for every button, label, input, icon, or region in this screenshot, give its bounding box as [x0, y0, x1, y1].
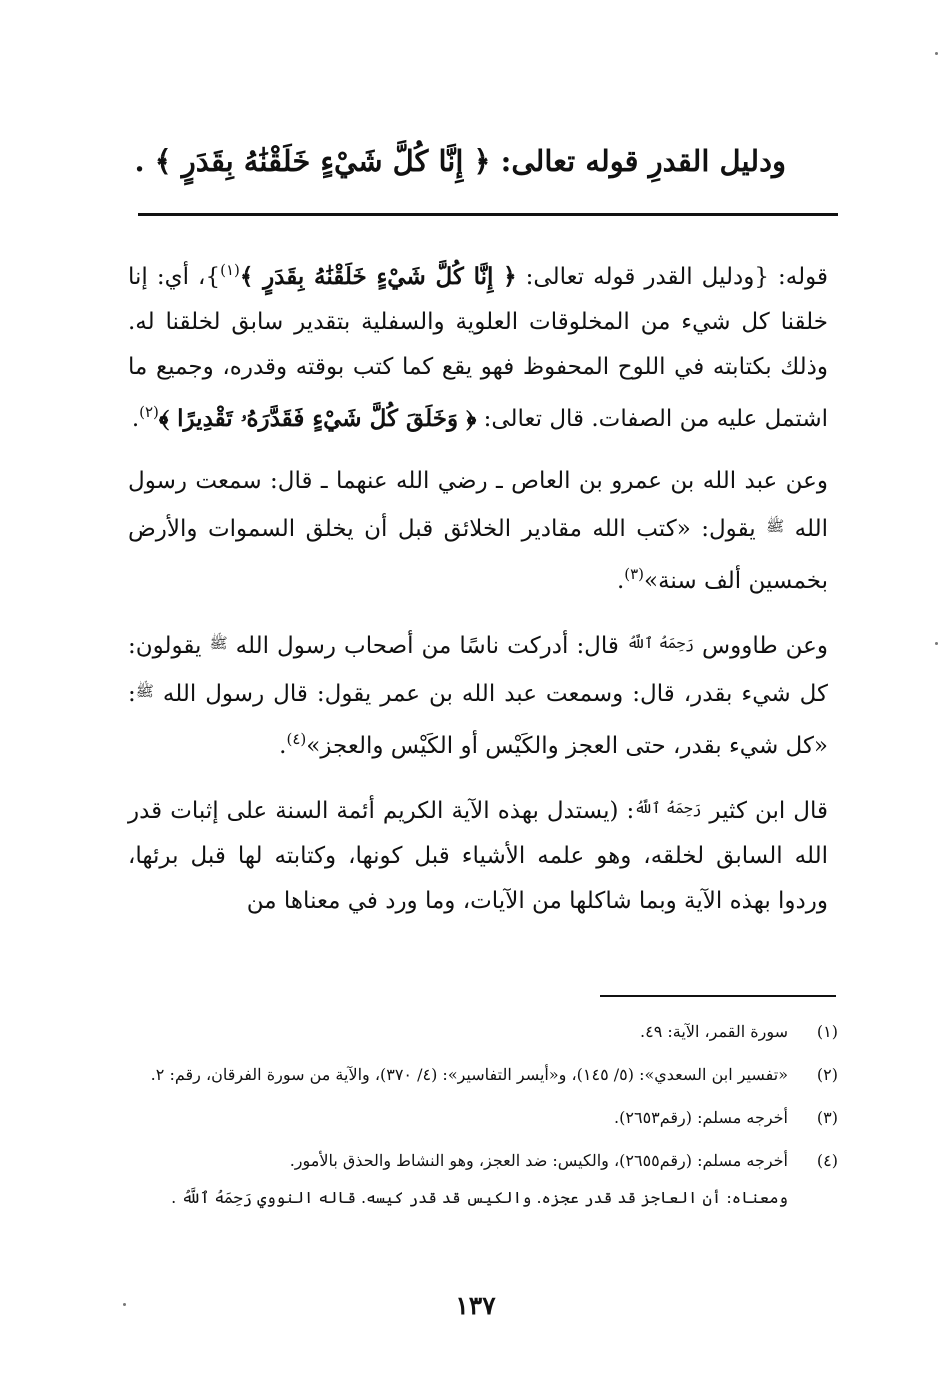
footnote-line: أخرجه مسلم: (رقم٢٦٥٥)، والكيس: ضد العجز، وهو النشاط والحذق بالأمور.: [289, 1151, 788, 1170]
scan-speck: [935, 52, 938, 55]
paragraph-ibn-kathir: [128, 786, 828, 924]
main-text: [128, 248, 828, 924]
hadith-2-text-c: يقولون: كل شيء بقدر، قال: وسمعت عبد الله بن عمر يقول: قال رسول الله: [128, 633, 828, 707]
footnote-number: (٢): [816, 1065, 838, 1084]
footnote-text: [138, 1142, 788, 1216]
footnote-1: [138, 1013, 838, 1050]
commentary-end: .: [131, 406, 140, 432]
footnote-text: [138, 1099, 788, 1136]
hadith-2-end: .: [279, 733, 287, 759]
paragraph-hadith-tawus: [128, 621, 828, 769]
hadith-1-end: .: [616, 568, 625, 594]
footnote-3: [138, 1099, 838, 1136]
hadith-1-text-b: يقول: «كتب الله مقادير الخلائق قبل أن يخلق السموات والأرض بخمسين ألف سنة»: [128, 516, 828, 594]
heading-end: .: [134, 144, 155, 178]
footnote-number: (١): [816, 1022, 838, 1041]
hadith-2-text-b: قال: أدركت ناسًا من أصحاب رسول الله: [227, 633, 627, 659]
footnote-2: [138, 1056, 838, 1093]
footnote-number: (٤): [816, 1151, 838, 1170]
footnote-line: ومعناه: أن العاجز قد قدر عجزه. والكيس قد قدر كيسه. قاله النووي رَحِمَهُ ٱللَّهُ .: [171, 1188, 788, 1207]
salutation-glyph: ﷺ: [766, 517, 785, 535]
scan-speck: [123, 1303, 126, 1306]
commentary-text: }، أي: إنا خلقنا كل شيء من المخلوقات العلوية والسفلية بتقدير سابق لخلقنا له. وذلك بكتابته في اللوح المحفوظ فهو يقع كما كتب بوقته وقدره، وجميع ما اشتمل عليه من الصفات. قال تعالى:: [128, 264, 828, 432]
footnote-4: [138, 1142, 838, 1216]
heading-text: ودليل القدرِ قوله تعالى:: [490, 144, 786, 178]
commentary-verse: ﴿ إِنَّا كُلَّ شَيْءٍ خَلَقْنَٰهُ بِقَدَرٍ ﴾: [239, 263, 517, 290]
section-heading: [120, 138, 786, 184]
footnote-text: [138, 1056, 788, 1093]
footnote-rule: [600, 995, 836, 997]
mercy-glyph: رَحِمَهُ ٱللَّهُ: [634, 799, 702, 817]
commentary-verse-2: ﴿ وَخَلَقَ كُلَّ شَيْءٍ فَقَدَّرَهُۥ تَقْدِيرًا ﴾: [158, 405, 477, 432]
footnote-number: (٣): [816, 1108, 838, 1127]
scan-speck: [935, 642, 938, 645]
paragraph-hadith-abdullah: [128, 459, 828, 604]
page-number: ١٣٧: [455, 1291, 496, 1320]
salutation-glyph: ﷺ: [135, 682, 154, 700]
ibn-kathir-text-a: قال ابن كثير: [701, 798, 829, 824]
footnote-ref-1[interactable]: (١): [220, 261, 240, 279]
footnotes: [138, 1013, 838, 1222]
hadith-2-text-d: : «كل شيء بقدر، حتى العجز والكَيْس أو الكَيْس والعجز»: [128, 681, 828, 759]
heading-rule: [138, 213, 838, 216]
footnote-text: [138, 1013, 788, 1050]
footnote-ref-4[interactable]: (٤): [286, 730, 307, 748]
heading-verse: ﴿ إِنَّا كُلَّ شَيْءٍ خَلَقْنَٰهُ بِقَدَرٍ ﴾: [154, 144, 491, 178]
footnote-line: «تفسير ابن السعدي»: (٥/ ١٤٥)، و«أيسر التفاسير»: (٤/ ٣٧٠)، والآية من سورة الفرقان، رقم: ٢.: [150, 1065, 788, 1084]
footnote-line: سورة القمر، الآية: ٤٩.: [640, 1022, 788, 1041]
paragraph-commentary: [128, 248, 828, 442]
footnote-line: أخرجه مسلم: (رقم٢٦٥٣).: [614, 1108, 788, 1127]
commentary-lead: قوله: {ودليل القدر قوله تعالى:: [516, 264, 828, 290]
salutation-glyph: ﷺ: [209, 634, 228, 652]
ibn-kathir-text-b: : (يستدل بهذه الآية الكريم أئمة السنة على إثبات قدر الله السابق لخلقه، وهو علمه الأشياء قبل كونها، وكتابته لها قبل برئها، وردوا بهذه الآية وبما شاكلها من الآيات، وما ورد في معناها من: [128, 798, 828, 914]
footnote-ref-2[interactable]: (٢): [139, 403, 159, 421]
hadith-2-text-a: وعن طاووس: [693, 633, 829, 659]
hadith-1-text-a: وعن عبد الله بن عمرو بن العاص ـ رضي الله عنهما ـ قال: سمعت رسول الله: [128, 468, 828, 542]
mercy-glyph: رَحِمَهُ ٱللَّهُ: [626, 634, 694, 652]
footnote-ref-3[interactable]: (٣): [624, 565, 645, 583]
